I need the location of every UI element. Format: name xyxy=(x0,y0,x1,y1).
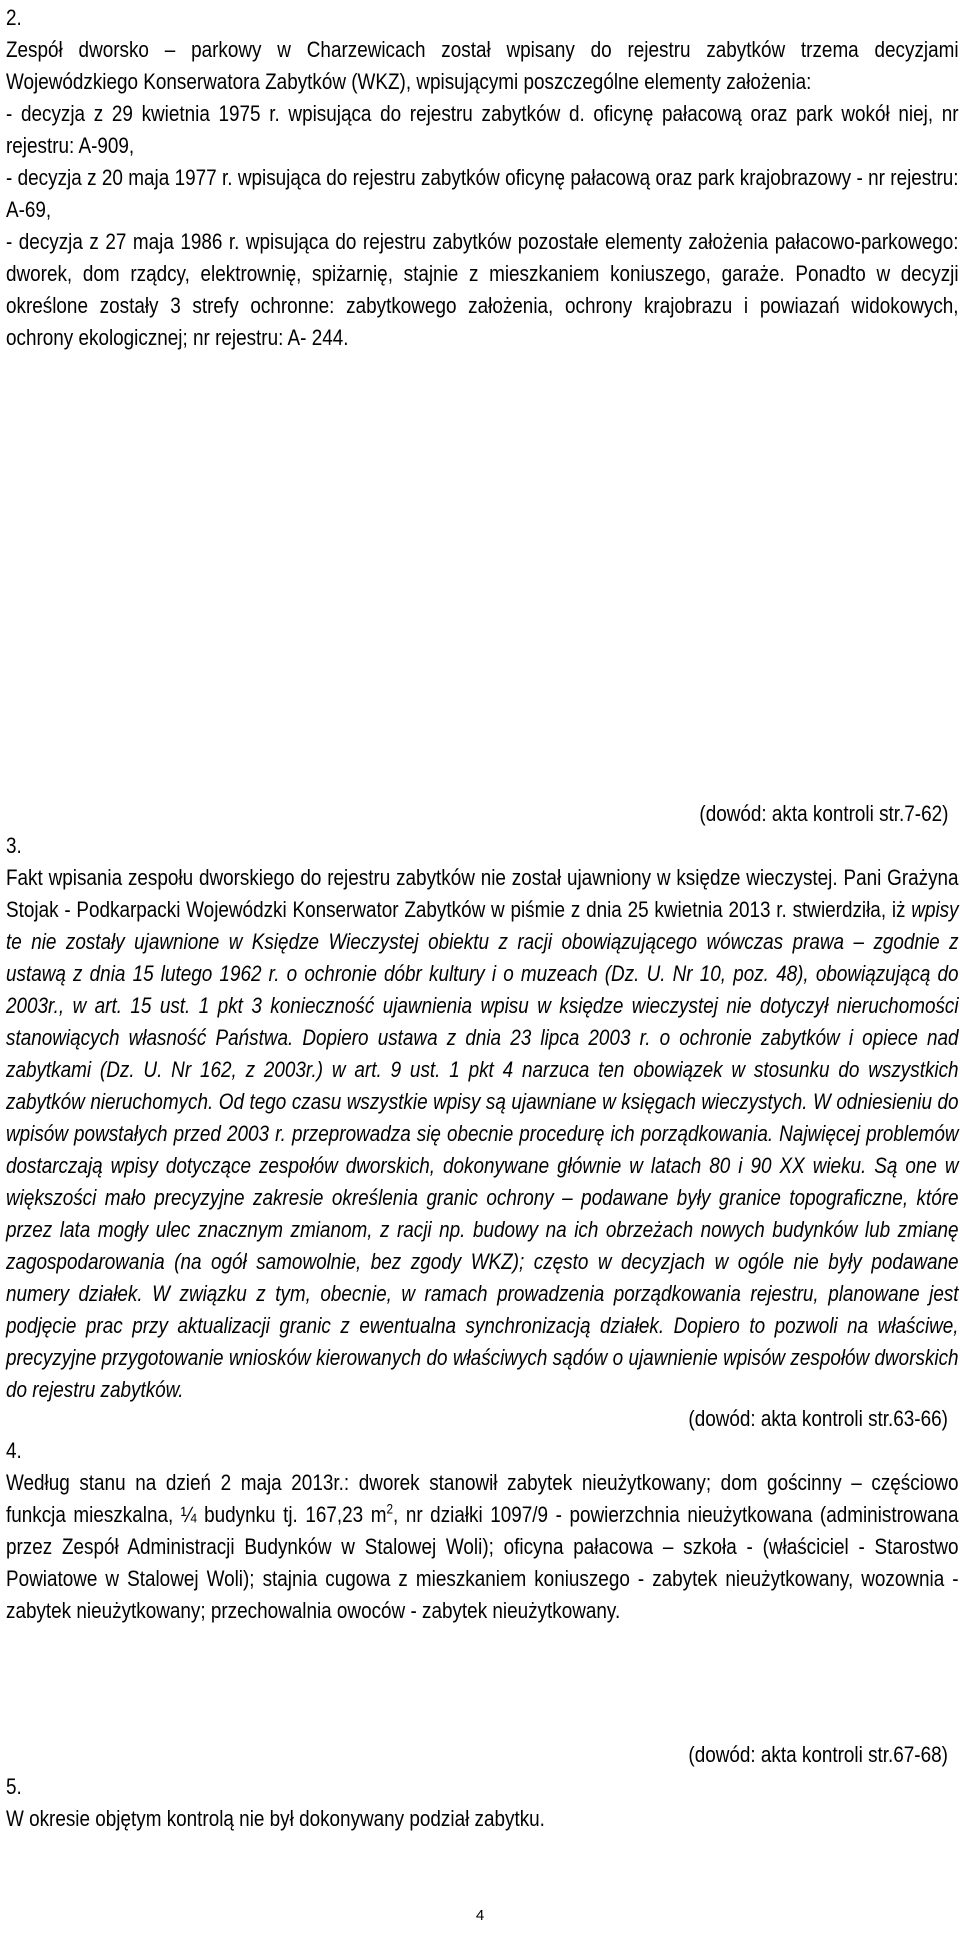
paragraph-text: Według stanu na dzień 2 maja 2013r.: dworek stanowił zabytek nieużytkowany; dom gościnny – częściowo funkcja mieszkalna, ¼ budynku tj. 167,23 m xyxy=(6,1470,959,1527)
section-2 xyxy=(6,2,959,354)
section-number: 3. xyxy=(6,833,22,858)
page-number: 4 xyxy=(475,1907,485,1924)
section-number: 5. xyxy=(6,1774,22,1799)
evidence-note: (dowód: akta kontroli str.63-66) xyxy=(688,1406,948,1431)
decision-item: - decyzja z 27 maja 1986 r. wpisująca do rejestru zabytków pozostałe elementy założenia pałacowo-parkowego: dworek, dom rządcy, elektrownię, spiżarnię, stajnie z mieszkaniem koniuszego, garaże. Ponadto w decyzji określone zostały 3 strefy ochronne: zabytkowego założenia, ochrony krajobrazu i powiazań widokowych, ochrony ekologicznej; nr rejestru: A- 244. xyxy=(6,229,959,350)
section-3 xyxy=(6,830,959,1406)
section-5 xyxy=(6,1771,959,1835)
section-4 xyxy=(6,1435,959,1627)
paragraph-text: Fakt wpisania zespołu dworskiego do rejestru zabytków nie został ujawniony w księdze wieczystej. Pani Grażyna Stojak - Podkarpacki Wojewódzki Konserwator Zabytków w piśmie z dnia 25 kwietnia 2013 r. stwierdziła, iż xyxy=(6,865,959,922)
evidence-note: (dowód: akta kontroli str.7-62) xyxy=(699,801,948,826)
superscript: 2 xyxy=(386,1500,394,1517)
section-number: 4. xyxy=(6,1438,22,1463)
paragraph-text: , nr działki 1097/9 - powierzchnia nieużytkowana (administrowana przez Zespół Administracji Budynków w Stalowej Woli); oficyna pałacowa – szkoła - (właściciel - Starostwo Powiatowe w Stalowej Woli); stajnia cugowa z mieszkaniem koniuszego - zabytek nieużytkowany, wozownia - zabytek nieużytkowany; przechowalnia owoców - zabytek nieużytkowany. xyxy=(6,1502,959,1623)
section-paragraph: W okresie objętym kontrolą nie był dokonywany podział zabytku. xyxy=(6,1806,545,1831)
decision-item: - decyzja z 29 kwietnia 1975 r. wpisująca do rejestru zabytków d. oficynę pałacową oraz park wokół niej, nr rejestru: A-909, xyxy=(6,101,959,158)
section-paragraph xyxy=(6,862,959,1406)
section-paragraph xyxy=(6,1467,959,1627)
evidence-note: (dowód: akta kontroli str.67-68) xyxy=(688,1742,948,1767)
decision-item: - decyzja z 20 maja 1977 r. wpisująca do rejestru zabytków oficynę pałacową oraz park krajobrazowy - nr rejestru: A-69, xyxy=(6,165,959,222)
section-paragraph: Zespół dworsko – parkowy w Charzewicach został wpisany do rejestru zabytków trzema decyzjami Wojewódzkiego Konserwatora Zabytków (WKZ), wpisującymi poszczególne elementy założenia: xyxy=(6,37,959,94)
section-number: 2. xyxy=(6,5,22,30)
quoted-statement: wpisy te nie zostały ujawnione w Księdze Wieczystej obiektu z racji obowiązującego wówczas prawa – zgodnie z ustawą z dnia 15 lutego 1962 r. o ochronie dóbr kultury i o muzeach (Dz. U. Nr 10, poz. 48), obowiązującą do 2003r., w art. 15 ust. 1 pkt 3 konieczność ujawnienia wpisu w księdze wieczystej nie dotyczył nieruchomości stanowiących własność Państwa. Dopiero ustawa z dnia 23 lipca 2003 r. o ochronie zabytków i opiece nad zabytkami (Dz. U. Nr 162, z 2003r.) w art. 9 ust. 1 pkt 4 narzuca ten obowiązek w stosunku do wszystkich zabytków nieruchomych. Od tego czasu wszystkie wpisy są ujawniane w księgach wieczystych. W odniesieniu do wpisów powstałych przed 2003 r. przeprowadza się obecnie procedurę ich porządkowania. Najwięcej problemów dostarczają wpisy dotyczące zespołów dworskich, dokonywane głównie w latach 80 i 90 XX wieku. Są one w większości mało precyzyjne zakresie określenia granic ochrony – podawane były granice topograficzne, które przez lata mogły ulec znacznym zmianom, z racji np. budowy na ich obrzeżach nowych budynków lub zmianę zagospodarowania (na ogół samowolnie, bez zgody WKZ); często w decyzjach w ogóle nie były podawane numery działek. W związku z tym, obecnie, w ramach prowadzenia porządkowania rejestru, planowane jest podjęcie prac przy aktualizacji granic z ewentualna synchronizacją działek. Dopiero to pozwoli na właściwe, precyzyjne przygotowanie wniosków kierowanych do właściwych sądów o ujawnienie wpisów zespołów dworskich do rejestru zabytków. xyxy=(6,897,959,1402)
